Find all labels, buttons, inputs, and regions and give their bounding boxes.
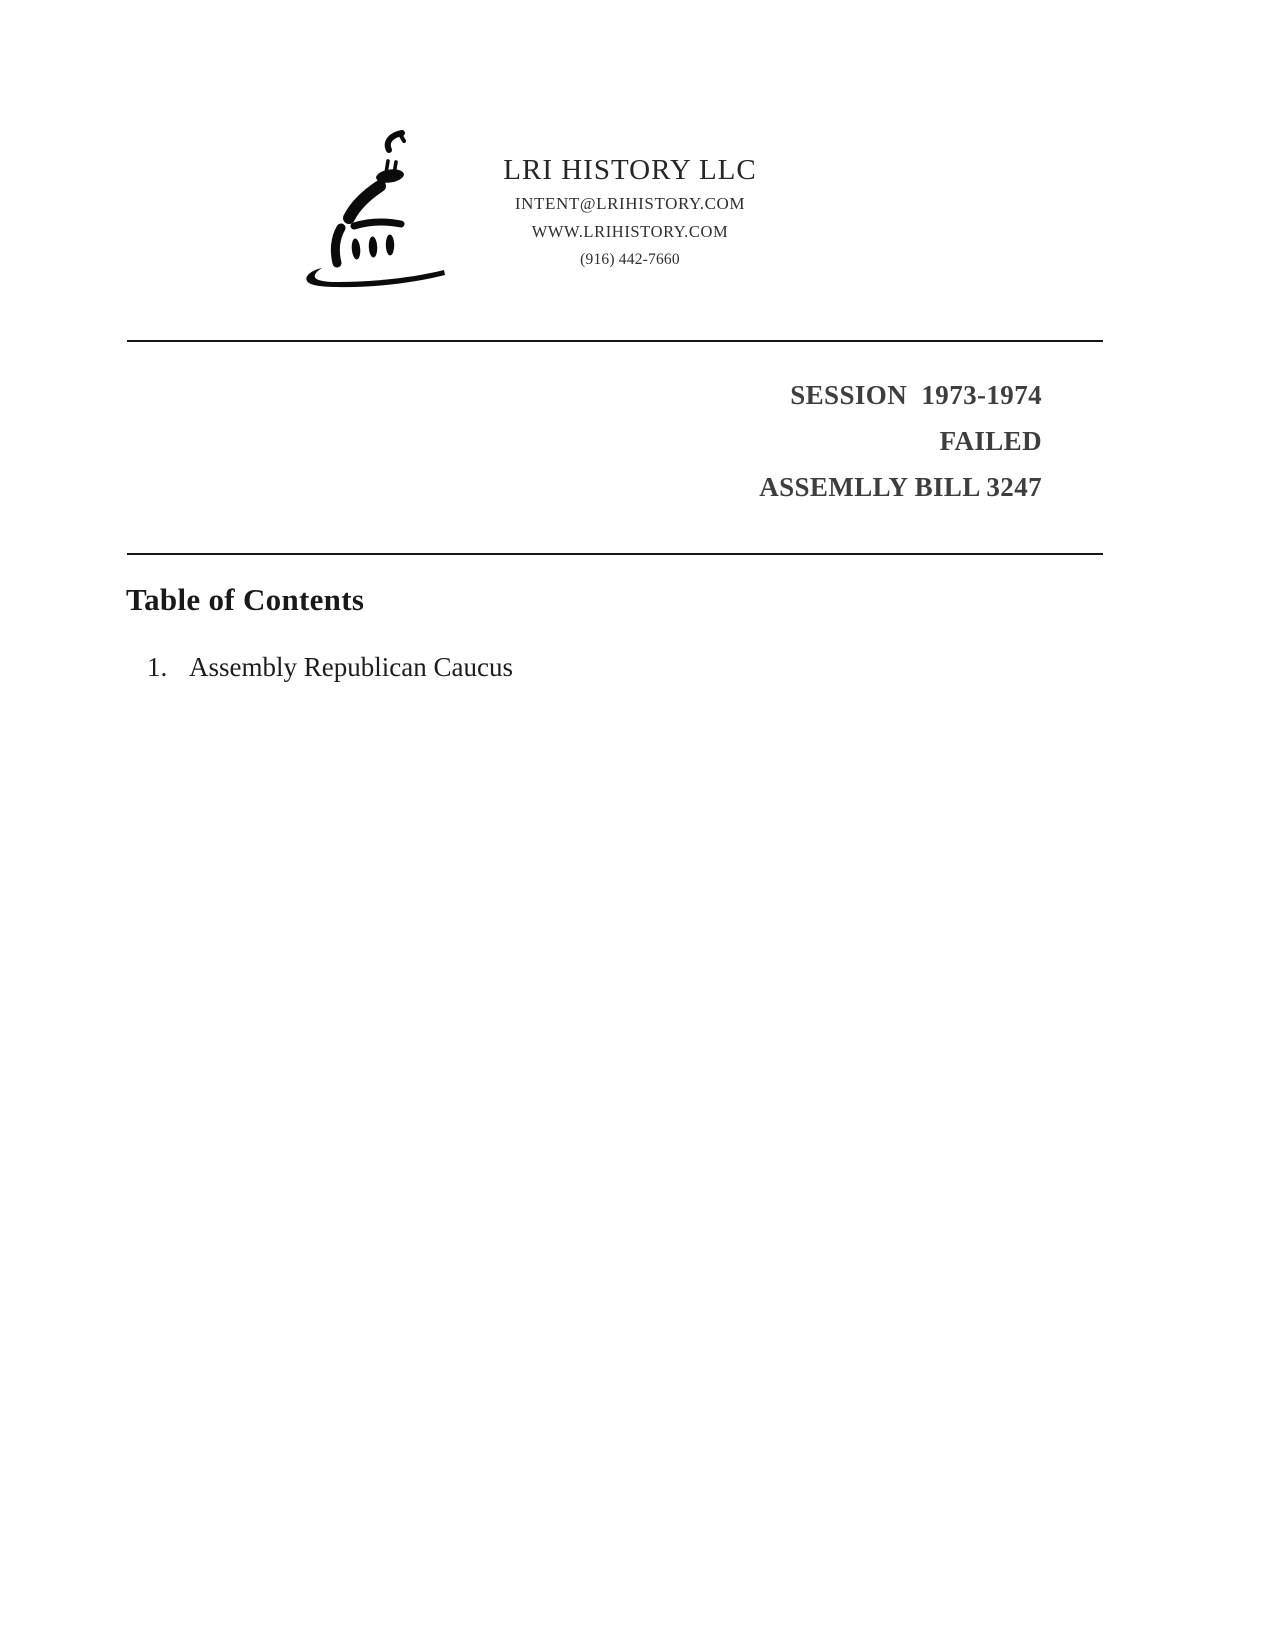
session-block	[759, 372, 1042, 510]
toc-title: Table of Contents	[126, 582, 365, 617]
company-name: LRI HISTORY LLC	[503, 154, 757, 186]
letterhead-contact	[470, 150, 790, 274]
toc-list	[147, 652, 513, 683]
toc-item-label: Assembly Republican Caucus	[189, 652, 513, 682]
toc-item	[147, 652, 513, 683]
horizontal-rule-bottom	[127, 553, 1103, 555]
capitol-dome-logo-icon	[292, 124, 462, 294]
toc-item-number: 1.	[147, 652, 168, 682]
horizontal-rule-top	[127, 340, 1103, 342]
company-email: INTENT@LRIHISTORY.COM	[514, 194, 746, 213]
session-bill: ASSEMLLY BILL 3247	[759, 472, 1042, 502]
company-website: WWW.LRIHISTORY.COM	[531, 222, 729, 241]
session-status: FAILED	[939, 426, 1042, 456]
company-phone: (916) 442-7660	[580, 251, 680, 268]
session-years: SESSION 1973-1974	[790, 380, 1042, 410]
